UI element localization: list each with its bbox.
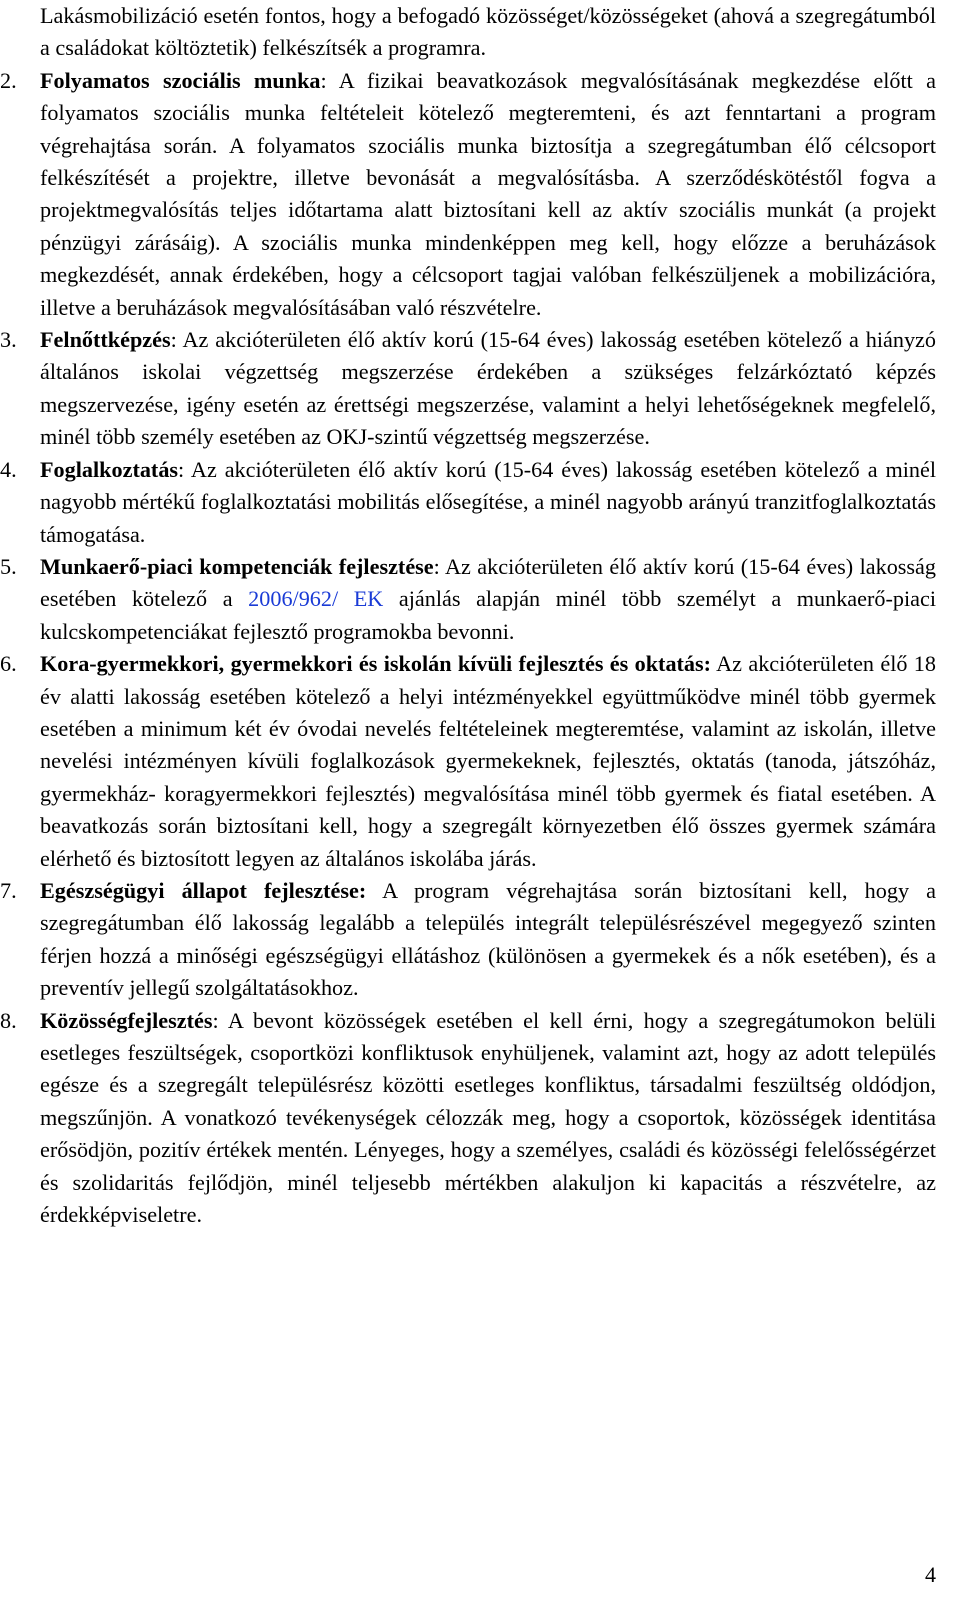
- list-item-2: [0, 65, 936, 324]
- list-item-8: [0, 1005, 936, 1232]
- list-item-separator: :: [178, 456, 185, 482]
- intro-paragraph: Lakásmobilizáció esetén fontos, hogy a befogadó közösséget/közösségeket (ahová a szegregátumból a családokat költöztetik) felkészítsék a programra.: [40, 3, 936, 61]
- page-number: 4: [925, 1562, 936, 1587]
- list-item-separator: :: [320, 67, 327, 93]
- list-item-text: Az akcióterületen élő aktív korú (15-64 éves) lakosság esetében kötelező a hiányzó általános iskolai végzettség megszerzése érdekében a szükséges felzárkóztató képzés megszervezése, igény esetén az érettségi megszerzése, valamint a helyi lehetőségeknek megfelelő, minél több személy esetében az OKJ-szintű végzettség megszerzése.: [40, 327, 936, 450]
- list-item-5: [0, 551, 936, 648]
- list-item-separator: :: [212, 1007, 219, 1033]
- requirements-list: [0, 65, 936, 1232]
- list-item-number: 6.: [0, 651, 17, 677]
- list-item-6: [0, 648, 936, 875]
- list-item-heading: Munkaerő-piaci kompetenciák fejlesztése: [40, 553, 434, 579]
- list-item-text: A fizikai beavatkozások megvalósításának megkezdése előtt a folyamatos szociális munka feltételeit kötelező megteremteni, és azt fenntartani a program végrehajtása során. A folyamatos szociális munka biztosítja a szegregátumban élő célcsoport felkészítését a projektre, illetve bevonását a megvalósításba. A szerződéskötéstől fogva a projektmegvalósítás teljes időtartama alatt biztosítani kell az aktív szociális munkát (a projekt pénzügyi zárásáig). A szociális munka mindenképpen meg kell, hogy előzze a beruházások megkezdését, annak érdekében, hogy a célcsoport tagjai valóban felkészüljenek a mobilizációra, illetve a beruházások megvalósításában való részvételre.: [40, 67, 936, 320]
- list-item-separator: :: [170, 327, 177, 353]
- list-item-number: 4.: [0, 456, 17, 482]
- list-item-heading: Felnőttképzés: [40, 327, 171, 353]
- list-item-text: Az akcióterületen élő aktív korú (15-64 éves) lakosság esetében kötelező a minél nagyobb mértékű foglalkoztatási mobilitás elősegítése, a minél nagyobb arányú tranzitfoglalkoztatás támogatása.: [40, 456, 936, 547]
- list-item-text-continued: ajánlás alapján minél több személyt a munkaerő-piaci kulcskompetenciákat fejlesztő programokba bevonni.: [40, 586, 936, 644]
- regulation-link[interactable]: 2006/962/ EK: [248, 586, 384, 612]
- list-item-number: 7.: [0, 877, 17, 903]
- list-item-heading: Folyamatos szociális munka: [40, 67, 321, 93]
- list-item-text: Az akcióterületen élő 18 év alatti lakosság esetében kötelező a helyi intézményekkel együttműködve minél több gyermek esetében a minimum két év óvodai nevelés feltételeinek megteremtése, valamint az iskolán, illetve nevelési intézményen kívüli foglalkozások gyermekeknek, fejlesztés, oktatás (tanoda, játszóház, gyermekház- koragyermekkori fejlesztés) megvalósítása minél több gyermek és fiatal esetében. A beavatkozás során biztosítani kell, hogy a szegregált környezetben élő összes gyermek számára elérhető és biztosított legyen az általános iskolába járás.: [40, 651, 936, 871]
- list-item-text: A bevont közösségek esetében el kell érni, hogy a szegregátumokon belüli esetleges feszültségek, csoportközi konfliktusok enyhüljenek, valamint azt, hogy az adott település egésze és a szegregált településrész közötti esetleges konfliktus, társadalmi feszültség oldódjon, megszűnjön. A vonatkozó tevékenységek célozzák meg, hogy a csoportok, közösségek identitása erősödjön, pozitív értékek mentén. Lényeges, hogy a személyes, családi és közösségi felelősségérzet és szolidaritás fejlődjön, minél teljesebb mértékben alakuljon ki kapacitás a részvételre, az érdekképviseletre.: [40, 1007, 936, 1228]
- list-item-text: Az akcióterületen élő aktív korú (15-64 éves) lakosság esetében kötelező a: [40, 553, 936, 612]
- list-item-7: [0, 875, 936, 1005]
- list-item-3: [0, 324, 936, 454]
- list-item-separator: :: [433, 553, 440, 579]
- list-item-number: 2.: [0, 67, 17, 93]
- list-item-text: A program végrehajtása során biztosítani kell, hogy a szegregátumban élő lakosság legalább a település integrált településrészével megegyező szinten férjen hozzá a minőségi egészségügyi ellátáshoz (különösen a gyermekek és a nők esetében), és a preventív jellegű szolgáltatásokhoz.: [40, 877, 936, 1001]
- list-item-number: 8.: [0, 1007, 17, 1033]
- list-item-heading: Kora-gyermekkori, gyermekkori és iskolán kívüli fejlesztés és oktatás:: [40, 651, 712, 677]
- list-item-4: [0, 454, 936, 551]
- list-item-number: 3.: [0, 327, 17, 353]
- list-item-heading: Egészségügyi állapot fejlesztése:: [40, 877, 367, 903]
- list-item-number: 5.: [0, 553, 17, 579]
- list-item-heading: Közösségfejlesztés: [40, 1007, 213, 1033]
- list-item-heading: Foglalkoztatás: [40, 456, 179, 482]
